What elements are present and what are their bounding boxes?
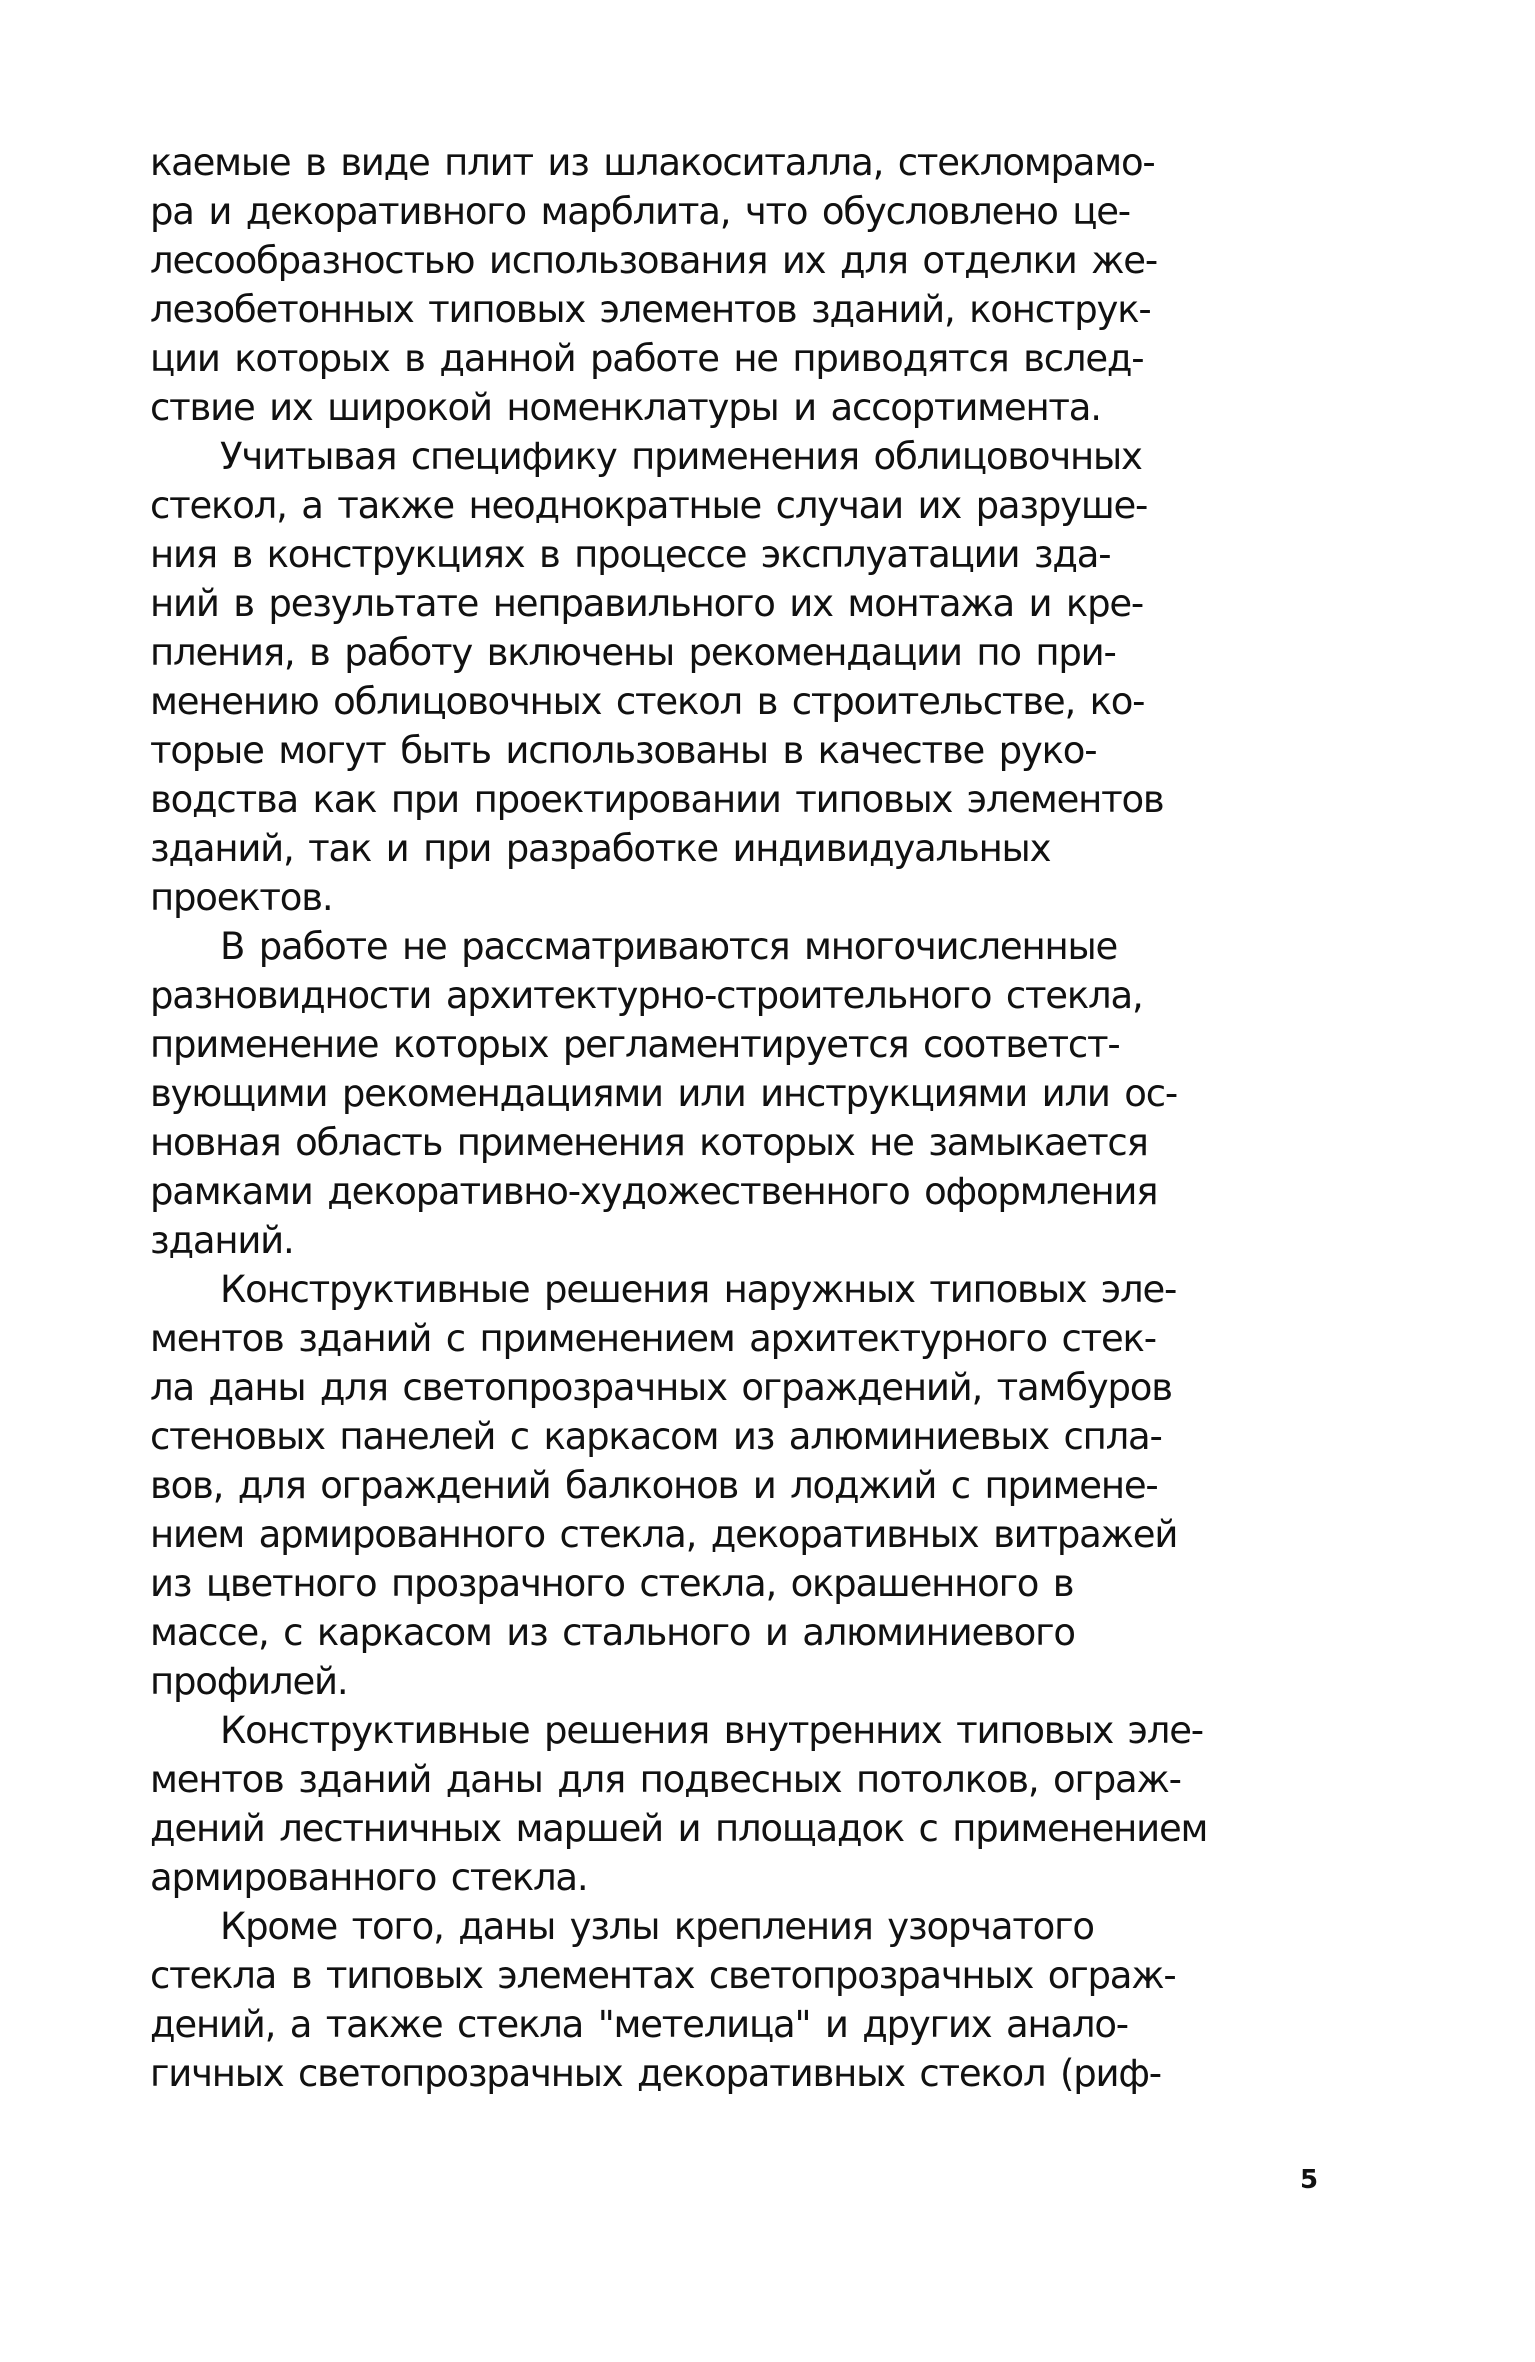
text-line: стекол, а также неоднократные случаи их разруше- [150, 484, 1148, 527]
text-line: В работе не рассматриваются многочисленные [220, 925, 1118, 968]
text-line: пления, в работу включены рекомендации по при- [150, 631, 1116, 674]
text-line: стеновых панелей с каркасом из алюминиевых спла- [150, 1415, 1162, 1458]
text-line: стекла в типовых элементах светопрозрачных ограж- [150, 1954, 1176, 1997]
text-line: менению облицовочных стекол в строительстве, ко- [150, 680, 1145, 723]
text-line: профилей. [150, 1660, 348, 1703]
text-line: из цветного прозрачного стекла, окрашенного в [150, 1562, 1074, 1605]
paragraph [150, 432, 1390, 922]
text-line: Конструктивные решения наружных типовых эле- [220, 1268, 1177, 1311]
text-line: лесообразностью использования их для отделки же- [150, 239, 1157, 282]
text-line: ментов зданий с применением архитектурного стек- [150, 1317, 1156, 1360]
text-line: армированного стекла. [150, 1856, 588, 1899]
text-line: вов, для ограждений балконов и лоджий с примене- [150, 1464, 1158, 1507]
text-line: разновидности архитектурно-строительного стекла, [150, 974, 1143, 1017]
text-line: Конструктивные решения внутренних типовых эле- [220, 1709, 1203, 1752]
text-line: нием армированного стекла, декоративных витражей [150, 1513, 1178, 1556]
text-line: гичных светопрозрачных декоративных стекол (риф- [150, 2052, 1161, 2095]
text-line: новная область применения которых не замыкается [150, 1121, 1148, 1164]
text-line: торые могут быть использованы в качестве руко- [150, 729, 1097, 772]
paragraph [150, 922, 1390, 1265]
text-line: массе, с каркасом из стального и алюминиевого [150, 1611, 1075, 1654]
paragraph [150, 1265, 1390, 1706]
text-line: рамками декоративно-художественного оформления [150, 1170, 1158, 1213]
text-line: применение которых регламентируется соответст- [150, 1023, 1120, 1066]
paragraph [150, 1706, 1390, 1902]
text-line: лезобетонных типовых элементов зданий, конструк- [150, 288, 1151, 331]
text-line: ния в конструкциях в процессе эксплуатации зда- [150, 533, 1111, 576]
text-line: вующими рекомендациями или инструкциями или ос- [150, 1072, 1178, 1115]
text-line: Кроме того, даны узлы крепления узорчатого [220, 1905, 1094, 1948]
text-line: дений лестничных маршей и площадок с применением [150, 1807, 1208, 1850]
text-line: дений, а также стекла "метелица" и других анало- [150, 2003, 1128, 2046]
text-line: каемые в виде плит из шлакоситалла, стекломрамо- [150, 141, 1155, 184]
text-line: ции которых в данной работе не приводятся вслед- [150, 337, 1144, 380]
text-line: ла даны для светопрозрачных ограждений, тамбуров [150, 1366, 1172, 1409]
text-line: зданий. [150, 1219, 294, 1262]
text-line: ментов зданий даны для подвесных потолков, ограж- [150, 1758, 1181, 1801]
paragraph [150, 1902, 1390, 2098]
page-number: 5 [1300, 2165, 1319, 2195]
text-line: ствие их широкой номенклатуры и ассортимента. [150, 386, 1101, 429]
text-line: водства как при проектировании типовых элементов [150, 778, 1164, 821]
text-line: проектов. [150, 876, 333, 919]
text-line: Учитывая специфику применения облицовочных [220, 435, 1142, 478]
text-line: ра и декоративного марблита, что обусловлено це- [150, 190, 1130, 233]
paragraph [150, 138, 1390, 432]
body-text [150, 138, 1390, 2098]
text-line: зданий, так и при разработке индивидуальных [150, 827, 1051, 870]
text-line: ний в результате неправильного их монтажа и кре- [150, 582, 1144, 625]
